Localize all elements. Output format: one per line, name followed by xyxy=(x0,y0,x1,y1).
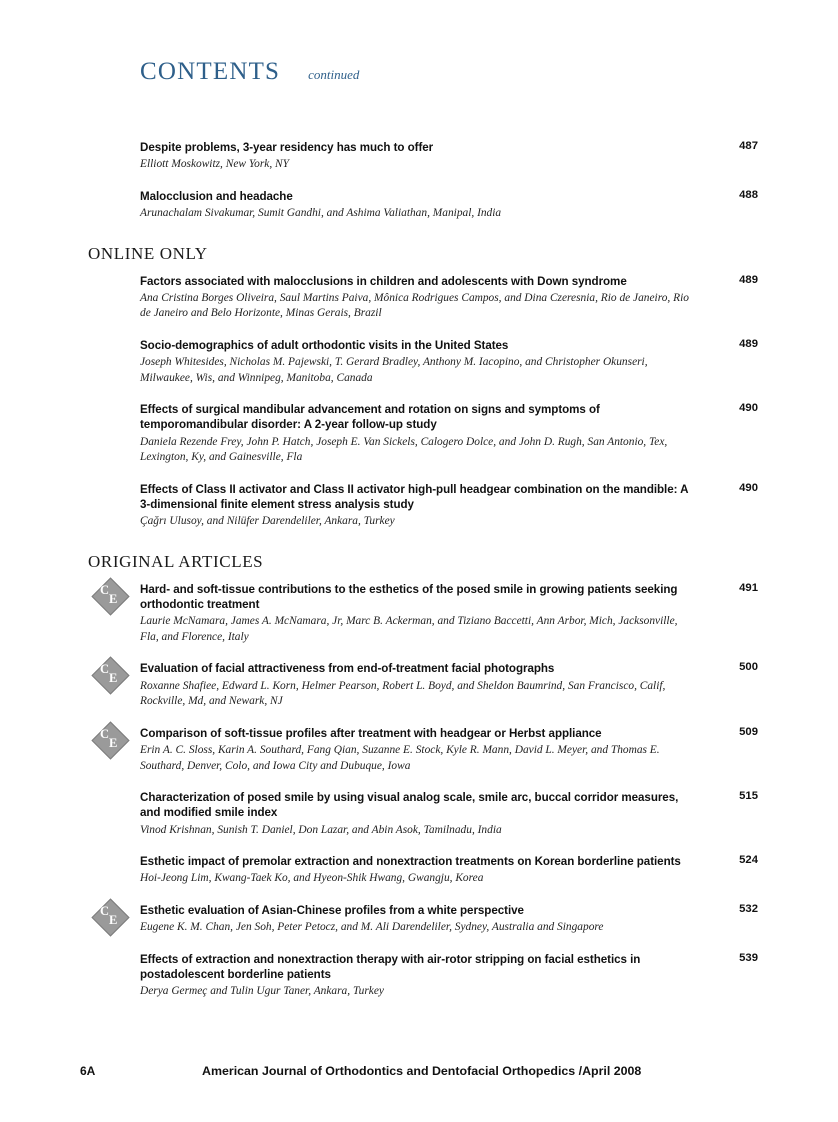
ce-badge-c: C xyxy=(100,903,110,918)
toc-entry[interactable] xyxy=(88,903,758,936)
entry-page-number: 539 xyxy=(739,951,758,964)
toc-entry[interactable] xyxy=(88,338,758,386)
ce-badge-e: E xyxy=(109,735,118,750)
entry-title: Esthetic impact of premolar extraction and nonextraction treatments on Korean borderline patients xyxy=(140,855,681,869)
entry-title: Hard- and soft-tissue contributions to the esthetics of the posed smile in growing patients seeking orthodontic treatment xyxy=(140,582,678,612)
entry-title: Esthetic evaluation of Asian-Chinese profiles from a white perspective xyxy=(140,903,524,917)
entry-authors: Laurie McNamara, James A. McNamara, Jr, Marc B. Ackerman, and Tiziano Baccetti, Ann Arbor, Mich, Jacksonville, Fla, and Florence, Italy xyxy=(140,615,678,643)
entry-title: Effects of extraction and nonextraction therapy with air-rotor stripping on facial esthetics in postadolescent borderline patients xyxy=(140,952,641,982)
entry-title: Socio-demographics of adult orthodontic visits in the United States xyxy=(140,338,509,352)
section-heading: ORIGINAL ARTICLES xyxy=(88,551,264,571)
entry-authors: Ana Cristina Borges Oliveira, Saul Martins Paiva, Mônica Rodrigues Campos, and Dina Czeresnia, Rio de Janeiro, Rio de Janeiro and Belo Horizonte, Minas Gerais, Brazil xyxy=(140,291,689,320)
page-header xyxy=(140,58,359,86)
ce-badge-e: E xyxy=(109,671,118,686)
page-footer xyxy=(80,1064,758,1078)
entry-authors: Daniela Rezende Frey, John P. Hatch, Joseph E. Van Sickels, Calogero Dolce, and John D. Rugh, San Antonio, Tex, Lexington, Ky, and Gainesville, Fla xyxy=(140,435,668,464)
entry-title: Comparison of soft-tissue profiles after treatment with headgear or Herbst appliance xyxy=(140,726,602,740)
entry-authors: Erin A. C. Sloss, Karin A. Southard, Fang Qian, Suzanne E. Stock, Kyle R. Mann, David L. Meyer, and Thomas E. Southard, Denver, Colo, and Iowa City and Dubuque, Iowa xyxy=(140,744,660,772)
toc-entry[interactable] xyxy=(88,790,758,838)
entry-title: Characterization of posed smile by using visual analog scale, smile arc, buccal corridor measures, and modified smile index xyxy=(140,791,679,820)
entry-authors: Eugene K. M. Chan, Jen Soh, Peter Petocz, and M. Ali Darendeliler, Sydney, Australia and Singapore xyxy=(140,921,604,934)
toc-entry[interactable] xyxy=(88,140,758,173)
entry-page-number: 491 xyxy=(739,581,758,594)
entry-page-number: 490 xyxy=(739,402,758,415)
entry-authors: Arunachalam Sivakumar, Sumit Gandhi, and Ashima Valiathan, Manipal, India xyxy=(140,207,502,220)
journal-citation: American Journal of Orthodontics and Dentofacial Orthopedics /April 2008 xyxy=(202,1064,642,1078)
entry-page-number: 490 xyxy=(739,481,758,494)
entry-authors: Elliott Moskowitz, New York, NY xyxy=(140,158,289,171)
entry-page-number: 524 xyxy=(739,854,758,867)
entry-authors: Joseph Whitesides, Nicholas M. Pajewski, T. Gerard Bradley, Anthony M. Iacopino, and Christopher Okunseri, Milwaukee, Wis, and Winnipeg, Manitoba, Canada xyxy=(140,356,648,384)
entry-authors: Roxanne Shafiee, Edward L. Korn, Helmer Pearson, Robert L. Boyd, and Sheldon Baumrind, San Francisco, Calif, Rockville, Md, and Newark, NJ xyxy=(140,679,666,708)
ce-credit-icon xyxy=(94,901,128,935)
toc-entry[interactable] xyxy=(88,854,758,887)
toc-entry[interactable] xyxy=(88,189,758,222)
section-untitled xyxy=(88,140,758,222)
section-online-only xyxy=(88,244,758,530)
page-title: CONTENTS xyxy=(140,58,281,85)
section-heading: ONLINE ONLY xyxy=(88,243,208,263)
entry-title: Effects of Class II activator and Class II activator high-pull headgear combination on the mandible: A 3-dimensional finite element stress analysis study xyxy=(140,482,689,512)
entry-page-number: 515 xyxy=(739,790,758,803)
toc-entry[interactable] xyxy=(88,482,758,530)
entry-page-number: 509 xyxy=(739,725,758,738)
ce-credit-icon xyxy=(94,580,128,614)
entry-title: Evaluation of facial attractiveness from end-of-treatment facial photographs xyxy=(140,662,555,676)
entry-title: Factors associated with malocclusions in children and adolescents with Down syndrome xyxy=(140,274,627,288)
entry-authors: Vinod Krishnan, Sunish T. Daniel, Don Lazar, and Abin Asok, Tamilnadu, India xyxy=(140,823,502,836)
ce-badge-c: C xyxy=(100,662,110,677)
entry-page-number: 487 xyxy=(739,140,758,152)
ce-credit-icon xyxy=(94,659,128,693)
toc-entry[interactable] xyxy=(88,952,758,1000)
ce-badge-e: E xyxy=(109,591,118,606)
entry-authors: Hoi-Jeong Lim, Kwang-Taek Ko, and Hyeon-Shik Hwang, Gwangju, Korea xyxy=(140,872,484,885)
section-original-articles xyxy=(88,552,758,1000)
entry-page-number: 488 xyxy=(739,188,758,201)
toc-entry[interactable] xyxy=(88,402,758,466)
continued-label: continued xyxy=(308,67,360,82)
contents-list xyxy=(88,140,758,1016)
ce-badge-c: C xyxy=(100,582,110,597)
entry-title: Effects of surgical mandibular advancement and rotation on signs and symptoms of temporomandibular disorder: A 2-year follow-up study xyxy=(140,403,600,432)
folio-number: 6A xyxy=(80,1064,96,1078)
entry-page-number: 500 xyxy=(739,661,758,674)
toc-entry[interactable] xyxy=(88,726,758,774)
entry-authors: Çağrı Ulusoy, and Nilüfer Darendeliler, Ankara, Turkey xyxy=(140,515,395,528)
toc-entry[interactable] xyxy=(88,274,758,322)
entry-page-number: 532 xyxy=(739,902,758,915)
entry-page-number: 489 xyxy=(739,273,758,286)
ce-badge-c: C xyxy=(100,726,110,741)
ce-credit-icon xyxy=(94,724,128,758)
entry-title: Despite problems, 3-year residency has much to offer xyxy=(140,141,434,154)
ce-badge-e: E xyxy=(109,912,118,927)
entry-page-number: 489 xyxy=(739,337,758,350)
toc-entry[interactable] xyxy=(88,661,758,709)
toc-entry[interactable] xyxy=(88,582,758,646)
entry-title: Malocclusion and headache xyxy=(140,189,293,203)
entry-authors: Derya Germeç and Tulin Ugur Taner, Ankara, Turkey xyxy=(140,985,384,998)
